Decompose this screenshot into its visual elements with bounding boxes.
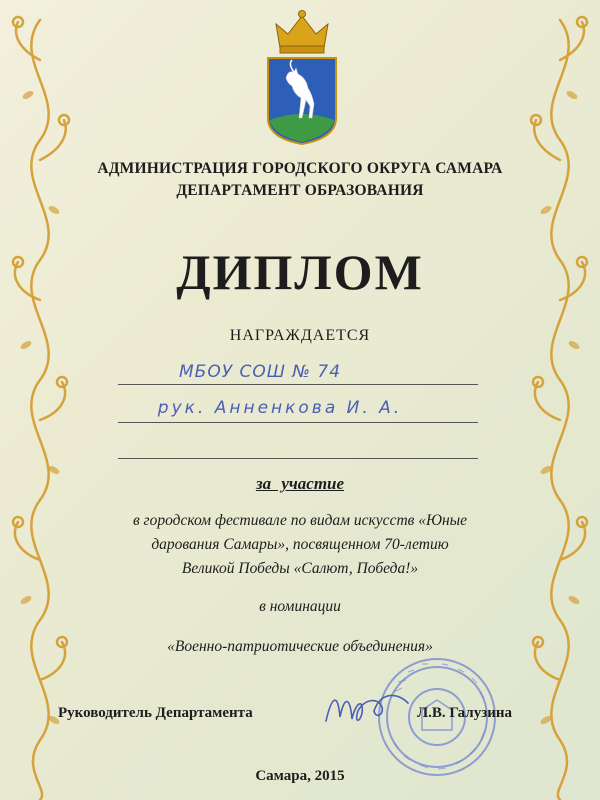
nomination-value: «Военно-патриотические объединения» xyxy=(167,638,433,655)
description-line-2: дарования Самары», посвященном 70-летию xyxy=(151,536,449,553)
signer-role: Руководитель Департамента xyxy=(58,705,253,721)
description-line-3: Великой Победы «Салют, Победа!» xyxy=(181,560,419,577)
description-line-1: в городском фестивале по видам искусств «Юные xyxy=(132,512,468,529)
diploma-title: ДИПЛОМ xyxy=(176,244,424,300)
handwritten-signature-icon xyxy=(318,683,418,733)
recipient-line-2: рук. Анненкова И. А. xyxy=(157,398,403,418)
recipient-underline-3 xyxy=(118,458,478,459)
recipient-underline-1 xyxy=(118,384,478,385)
recipient-line-1: МБОУ СОШ № 74 xyxy=(178,362,342,382)
signer-name: Л.В. Галузина xyxy=(417,705,513,721)
awarded-label: НАГРАЖДАЕТСЯ xyxy=(229,327,371,344)
organization-line-2: ДЕПАРТАМЕНТ ОБРАЗОВАНИЯ xyxy=(176,182,424,199)
recipient-underline-2 xyxy=(118,422,478,423)
samara-coat-of-arms-icon xyxy=(258,8,346,146)
nomination-label: в номинации xyxy=(259,598,341,615)
place-and-year: Самара, 2015 xyxy=(255,768,345,784)
crown-icon xyxy=(276,11,328,54)
organization-line-1: АДМИНИСТРАЦИЯ ГОРОДСКОГО ОКРУГА САМАРА xyxy=(97,160,503,177)
participation-heading: за участие xyxy=(255,474,345,493)
